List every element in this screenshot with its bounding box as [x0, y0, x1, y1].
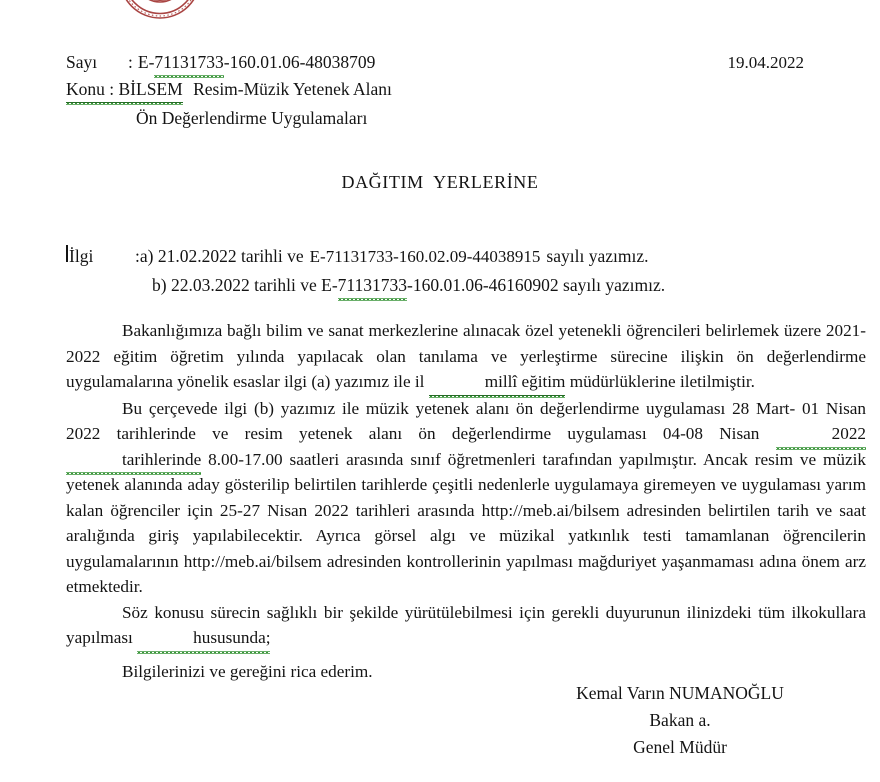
sayi-prefix: E- — [137, 52, 155, 72]
paragraph-2-text-b: 8.00-17.00 saatleri arasında sınıf öğretmenleri tarafından yapılmıştır. Ancak resim ve müzik yetenek alanında aday gösterilip belirtilen tarihlerde çeşitli nedenlerle uygulamaya giremeyen ve uygulaması yarım kalan öğrenciler için 25-27 Nisan 2022 tarihleri arasında http://meb.ai/bilsem adresinden belirtilen tarih ve saat aralığında giriş yapılabilecektir. Ayrıca görsel algı ve müzikal yatkınlık testi tamamlanan öğrencilerin uygulamalarının http://meb.ai/bilsem adresinden kontrollerinin yapılması mağduriyet yaşanmaması adına önem arz etmektedir. — [66, 449, 866, 596]
ilgi-block — [66, 243, 866, 298]
ilgi-a-suffix: sayılı yazımız. — [546, 246, 649, 266]
state-emblem — [96, 0, 224, 28]
paragraph-1-text-a: Bakanlığımıza bağlı bilim ve sanat merkezlerine alınacak özel yetenekli öğrencileri belirlemek üzere 2021-2022 eğitim öğretim yılında yapılacak olan tanılama ve yerleştirme sürecine ilişkin ön değerlendirme uygulamalarına yönelik esaslar ilgi (a) yazımız ile il — [66, 321, 866, 391]
konu-subline: Ön Değerlendirme Uygulamaları — [136, 108, 368, 128]
sayi-label: Sayı — [66, 52, 98, 72]
paragraph-1 — [66, 318, 866, 396]
ilgi-separator: : — [135, 246, 140, 266]
konu-line — [66, 77, 866, 103]
konu-text: Resim-Müzik Yetenek Alanı — [193, 79, 392, 99]
paragraph-1-flagged-term: millî eğitim — [429, 369, 566, 396]
ilgi-item-a — [66, 243, 866, 270]
ilgi-b-number-flagged: 71131733 — [338, 272, 407, 298]
document-content — [66, 318, 866, 684]
ilgi-a-prefix: a) 21.02.2022 tarihli ve — [139, 246, 304, 266]
page-title: DAĞITIM YERLERİNE — [341, 172, 539, 192]
sayi-and-date-row — [66, 50, 866, 75]
signatory-role: Genel Müdür — [633, 737, 727, 757]
ilgi-b-rest: -160.01.06-46160902 sayılı yazımız. — [407, 275, 666, 295]
document-date: 19.04.2022 — [727, 53, 804, 72]
paragraph-2-text-a: Bu çerçevede ilgi (b) yazımız ile müzik yetenek alanı ön değerlendirme uygulaması 28 Mart- 01 Nisan 2022 tarihlerinde ve resim yetenek alanı ön değerlendirme uygulaması 04-08 Nisan — [66, 398, 866, 443]
sayi-number-rest: -160.01.06-48038709 — [223, 52, 376, 72]
ilgi-a-number: E-71131733-160.02.09-44038915 — [309, 247, 541, 266]
paragraph-4: Bilgilerinizi ve gereğini rica ederim. — [122, 661, 373, 681]
sayi-number-flagged: 71131733 — [154, 50, 223, 75]
konu-label: Konu : BİLSEM — [66, 77, 183, 103]
document-header — [66, 50, 866, 131]
paragraph-3 — [66, 600, 866, 651]
ilgi-b-prefix: b) 22.03.2022 tarihli ve E- — [152, 275, 338, 295]
sayi-line — [66, 50, 375, 75]
turkish-state-seal-icon — [96, 0, 224, 28]
signatory-name: Kemal Varın NUMANOĞLU — [576, 683, 784, 703]
ilgi-label: İlgi — [69, 246, 94, 266]
paragraph-2-flagged-term: tarihlerinde — [66, 447, 201, 473]
signature-block — [520, 680, 840, 761]
paragraph-1-text-b: müdürlüklerine iletilmiştir. — [565, 372, 755, 391]
paragraph-2-flagged-year: 2022 — [776, 421, 866, 447]
paragraph-2 — [66, 396, 866, 600]
paragraph-3-text-a: Söz konusu sürecin sağlıklı bir şekilde yürütülebilmesi için gerekli duyurunun ilinizdeki tüm ilkokullara yapılması — [66, 602, 866, 647]
sayi-separator: : — [128, 52, 133, 72]
signatory-title: Bakan a. — [649, 710, 711, 730]
text-caret-icon — [66, 245, 68, 262]
ilgi-item-b — [66, 272, 866, 298]
paragraph-3-flagged-term: hususunda; — [137, 625, 270, 651]
